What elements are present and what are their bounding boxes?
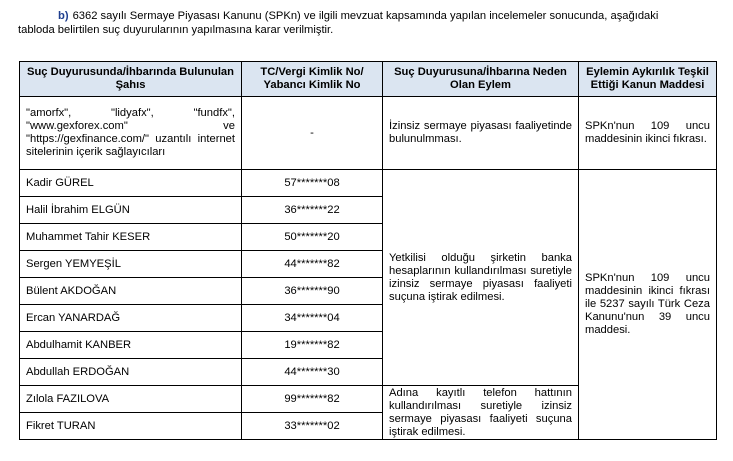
header-person: Suç Duyurusunda/İhbarında Bulunulan Şahıs xyxy=(20,62,242,97)
person-name: Abdullah ERDOĞAN xyxy=(20,359,242,386)
criminal-complaint-table xyxy=(19,61,717,440)
action-group-2: Adına kayıtlı telefon hattının kullandırılması suretiyle izinsiz sermaye piyasası faaliyeti suçuna iştirak edilmesi. xyxy=(383,386,579,440)
person-id: 36*******90 xyxy=(242,278,383,305)
row1-law: SPKn'nun 109 uncu maddesinin ikinci fıkrası. xyxy=(579,97,717,170)
person-name: Muhammet Tahir KESER xyxy=(20,224,242,251)
person-id: 99*******82 xyxy=(242,386,383,413)
header-action: Suç Duyurusuna/İhbarına Neden Olan Eylem xyxy=(383,62,579,97)
person-name: Ercan YANARDAĞ xyxy=(20,305,242,332)
person-id: 19*******82 xyxy=(242,332,383,359)
person-id: 50*******20 xyxy=(242,224,383,251)
person-name: Zılola FAZILOVA xyxy=(20,386,242,413)
intro-line-1: 6362 sayılı Sermaye Piyasası Kanunu (SPKn) ve ilgili mevzuat kapsamında yapılan incelemeler sonucunda, aşağıdaki xyxy=(72,10,659,22)
person-name: Kadir GÜREL xyxy=(20,170,242,197)
person-name: Halil İbrahim ELGÜN xyxy=(20,197,242,224)
law-group: SPKn'nun 109 uncu maddesinin ikinci fıkrası ile 5237 sayılı Türk Ceza Kanunu'nun 39 uncu maddesi. xyxy=(579,170,717,440)
table-row xyxy=(20,170,717,197)
table-row xyxy=(20,97,717,170)
person-id: 36*******22 xyxy=(242,197,383,224)
row1-id: - xyxy=(242,97,383,170)
person-name: Sergen YEMYEŞİL xyxy=(20,251,242,278)
header-law: Eylemin Aykırılık Teşkil Ettiği Kanun Maddesi xyxy=(579,62,717,97)
person-name: Abdulhamit KANBER xyxy=(20,332,242,359)
row1-person: "amorfx", "lidyafx", "fundfx", "www.gexforex.com" ve "https://gexfinance.com/" uzantılı internet sitelerinin içerik sağlayıcıları xyxy=(20,97,242,170)
action-group-1: Yetkilisi olduğu şirketin banka hesaplarının kullandırılması suretiyle izinsiz sermaye piyasası faaliyeti suçuna iştirak edilmesi. xyxy=(383,170,579,386)
item-label: b) xyxy=(58,10,69,22)
header-id: TC/Vergi Kimlik No/ Yabancı Kimlik No xyxy=(242,62,383,97)
person-id: 57*******08 xyxy=(242,170,383,197)
person-id: 44*******82 xyxy=(242,251,383,278)
intro-line-2: tabloda belirtilen suç duyurularının yapılmasına karar verilmiştir. xyxy=(18,24,334,36)
table-header-row xyxy=(20,62,717,97)
person-name: Fikret TURAN xyxy=(20,413,242,440)
person-id: 44*******30 xyxy=(242,359,383,386)
row1-action: İzinsiz sermaye piyasası faaliyetinde bulunulmması. xyxy=(383,97,579,170)
intro-paragraph xyxy=(18,9,723,37)
person-id: 34*******04 xyxy=(242,305,383,332)
person-name: Bülent AKDOĞAN xyxy=(20,278,242,305)
person-id: 33*******02 xyxy=(242,413,383,440)
